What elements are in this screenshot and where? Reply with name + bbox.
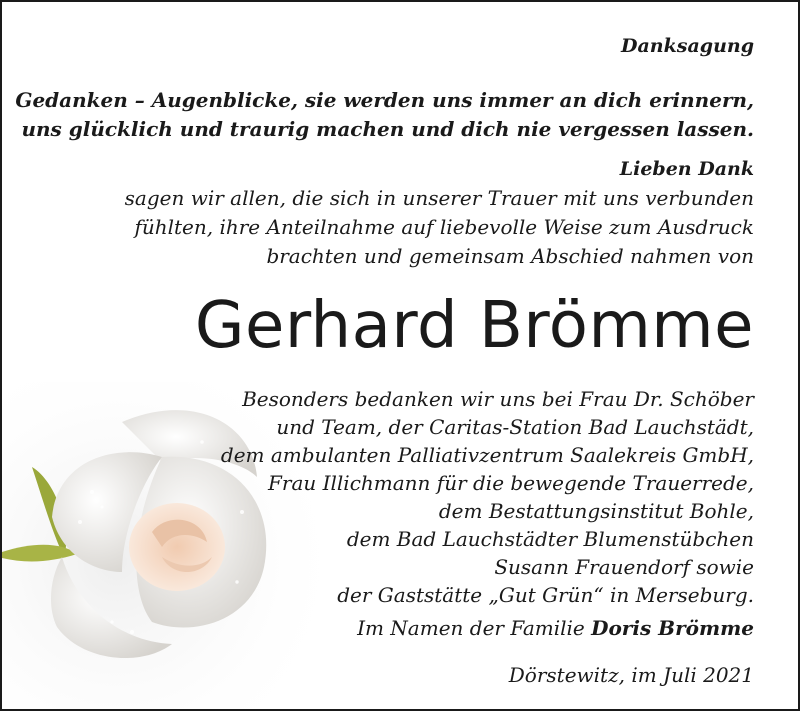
special-thanks-line: Besonders bedanken wir uns bei Frau Dr. Schöber: [242, 387, 754, 411]
family-signature: [357, 616, 754, 640]
special-thanks-line: dem Bad Lauchstädter Blumenstübchen: [346, 527, 754, 551]
special-thanks-line: dem Bestattungsinstitut Bohle,: [438, 499, 754, 523]
special-thanks-line: dem ambulanten Palliativzentrum Saalekreis GmbH,: [220, 443, 754, 467]
special-thanks-line: und Team, der Caritas-Station Bad Lauchstädt,: [276, 415, 754, 439]
motto-line: Gedanken – Augenblicke, sie werden uns immer an dich erinnern,: [15, 88, 754, 112]
special-thanks-paragraph: [221, 385, 754, 609]
thanks-line: brachten und gemeinsam Abschied nahmen von: [266, 244, 754, 268]
thanks-line: sagen wir allen, die sich in unserer Trauer mit uns verbunden: [124, 186, 754, 210]
notice-heading: Danksagung: [621, 35, 754, 57]
special-thanks-line: der Gaststätte „Gut Grün“ in Merseburg.: [337, 583, 754, 607]
motto-quote: [15, 86, 754, 144]
thanks-title: Lieben Dank: [619, 158, 754, 180]
place-date: Dörstewitz, im Juli 2021: [508, 663, 754, 687]
family-name: Doris Brömme: [591, 616, 754, 640]
special-thanks-line: Susann Frauendorf sowie: [494, 555, 754, 579]
motto-line: uns glücklich und traurig machen und dich nie vergessen lassen.: [21, 117, 754, 141]
special-thanks-line: Frau Illichmann für die bewegende Trauerrede,: [268, 471, 754, 495]
family-prefix: Im Namen der Familie: [357, 616, 592, 640]
deceased-name: Gerhard Brömme: [194, 289, 754, 363]
thanks-line: fühlten, ihre Anteilnahme auf liebevolle Weise zum Ausdruck: [134, 215, 754, 239]
thanks-paragraph: [125, 184, 754, 271]
